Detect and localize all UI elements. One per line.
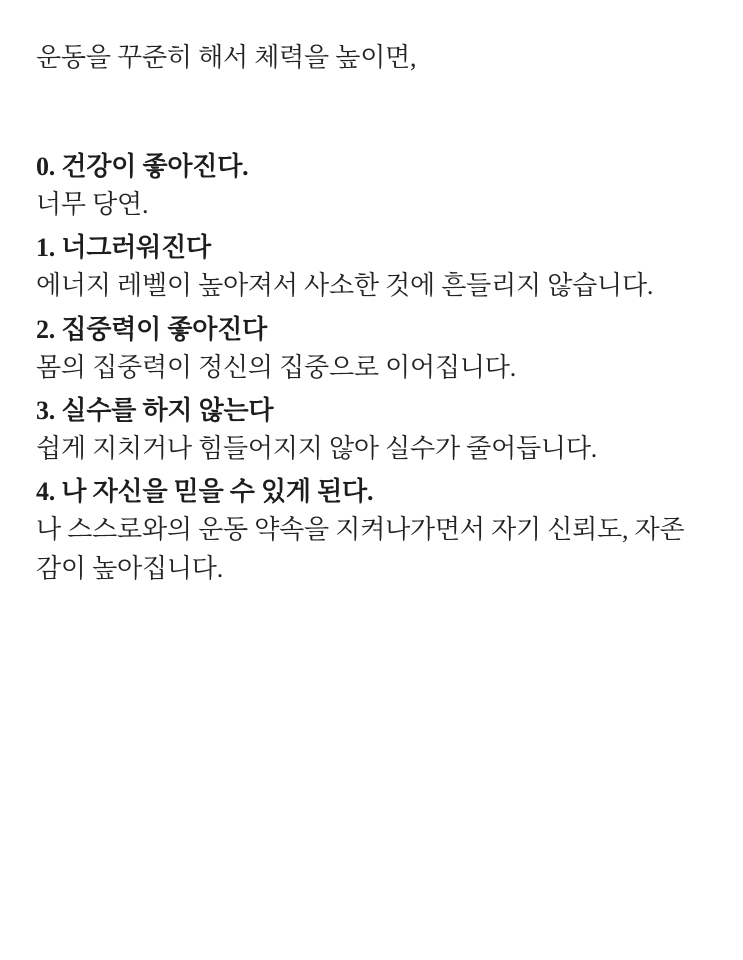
section-3-heading: 3. 실수를 하지 않는다 [36, 396, 274, 426]
section-1-body: 에너지 레벨이 높아져서 사소한 것에 흔들리지 않습니다. [36, 271, 654, 301]
section-4-body: 나 스스로와의 운동 약속을 지켜나가면서 자기 신뢰도, 자존감이 높아집니다. [36, 515, 685, 583]
section-4-heading: 4. 나 자신을 믿을 수 있게 된다. [36, 477, 374, 507]
section-2-body: 몸의 집중력이 정신의 집중으로 이어집니다. [36, 352, 516, 382]
section-4 [36, 474, 707, 588]
intro-spacer [36, 77, 707, 149]
section-2-heading: 2. 집중력이 좋아진다 [36, 314, 268, 344]
section-0 [36, 149, 707, 224]
section-3 [36, 393, 707, 468]
section-0-body: 너무 당연. [36, 189, 149, 219]
intro-paragraph: 운동을 꾸준히 해서 체력을 높이면, [36, 43, 417, 72]
section-0-heading: 0. 건강이 좋아진다. [36, 151, 249, 181]
section-3-body: 쉽게 지치거나 힘들어지지 않아 실수가 줄어듭니다. [36, 433, 598, 463]
section-1-heading: 1. 너그러워진다 [36, 233, 211, 263]
section-1 [36, 230, 707, 305]
section-2 [36, 312, 707, 387]
